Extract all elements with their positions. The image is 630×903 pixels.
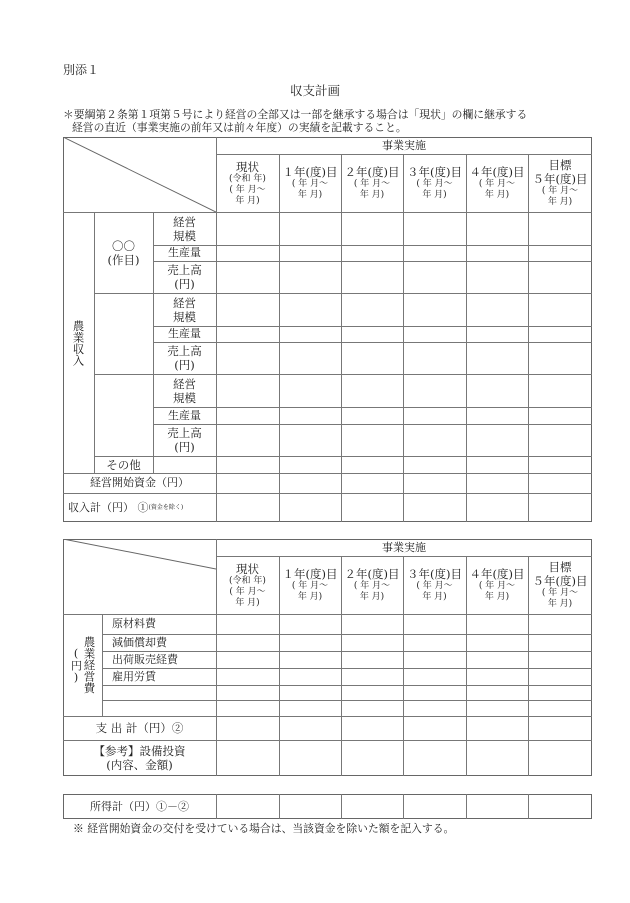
group-header-label: 事業実施 — [382, 138, 426, 152]
entry-cell[interactable] — [467, 795, 527, 818]
entry-cell[interactable] — [404, 741, 465, 775]
entry-cell[interactable] — [280, 262, 340, 292]
entry-cell[interactable] — [217, 425, 278, 455]
entry-cell[interactable] — [342, 408, 402, 423]
section-unit: (円) — [69, 646, 83, 684]
entry-cell[interactable] — [467, 686, 527, 699]
entry-cell[interactable] — [467, 262, 527, 292]
entry-cell[interactable] — [217, 262, 278, 292]
entry-cell[interactable] — [467, 652, 527, 667]
expense-item-labor: 雇用労賃 — [112, 669, 156, 683]
entry-cell[interactable] — [467, 494, 527, 521]
section-label: 農業経営費 — [82, 636, 97, 694]
item-label-sales: 売上高 (円) — [167, 344, 202, 372]
entry-cell[interactable] — [342, 327, 402, 341]
entry-cell[interactable] — [217, 652, 278, 667]
entry-cell[interactable] — [217, 294, 278, 325]
entry-cell[interactable] — [280, 795, 340, 818]
entry-cell[interactable] — [467, 213, 527, 244]
column-header-current: 現状 (令和 年) ( 年 月～ 年 月) — [229, 561, 266, 608]
income-total-note: (資金を除く) — [148, 503, 184, 511]
entry-cell[interactable] — [280, 246, 340, 260]
header-diagonal-line — [63, 137, 216, 213]
entry-cell[interactable] — [280, 494, 340, 521]
entry-cell[interactable] — [342, 652, 402, 667]
entry-cell[interactable] — [342, 494, 402, 521]
entry-cell[interactable] — [529, 686, 591, 699]
entry-cell[interactable] — [217, 474, 278, 492]
expense-item-raw-materials: 原材料費 — [112, 617, 156, 630]
entry-cell[interactable] — [217, 701, 278, 715]
section-label-farm-expense — [63, 614, 102, 716]
entry-cell[interactable] — [342, 741, 402, 775]
item-label-production: 生産量 — [168, 327, 201, 340]
entry-cell[interactable] — [217, 375, 278, 406]
entry-cell[interactable] — [529, 213, 591, 244]
entry-cell[interactable] — [404, 213, 465, 244]
entry-cell[interactable] — [342, 795, 402, 818]
entry-cell[interactable] — [529, 669, 591, 684]
entry-cell[interactable] — [467, 425, 527, 455]
column-header-year2: ２年(度)目 ( 年 月～ 年 月) — [344, 567, 400, 602]
expense-item-shipping-sales: 出荷販売経費 — [112, 652, 178, 666]
entry-cell[interactable] — [404, 717, 465, 739]
column-header-year3: ３年(度)目 ( 年 月～ 年 月) — [407, 567, 462, 602]
entry-cell[interactable] — [280, 701, 340, 715]
entry-cell[interactable] — [529, 652, 591, 667]
entry-cell[interactable] — [280, 669, 340, 684]
entry-cell[interactable] — [280, 213, 340, 244]
entry-cell[interactable] — [404, 457, 465, 472]
item-label-scale: 経営 規模 — [173, 295, 196, 324]
entry-cell[interactable] — [529, 457, 591, 472]
entry-cell[interactable] — [467, 294, 527, 325]
entry-cell[interactable] — [280, 327, 340, 341]
entry-cell[interactable] — [404, 669, 465, 684]
reference-capex-label: 【参考】設備投資 (内容、金額) — [93, 744, 186, 772]
column-header-year1: １年(度)目 ( 年 月～ 年 月) — [282, 567, 338, 602]
entry-cell[interactable] — [529, 375, 591, 406]
entry-cell[interactable] — [342, 615, 402, 633]
expense-item-blank — [102, 700, 216, 716]
entry-cell[interactable] — [404, 474, 465, 492]
entry-cell[interactable] — [404, 652, 465, 667]
expense-item-depreciation: 減価償却費 — [112, 635, 167, 649]
group-header-business: 事業実施 — [382, 540, 426, 554]
header-diagonal-line — [63, 539, 216, 615]
item-label-sales: 売上高 (円) — [167, 263, 202, 291]
entry-cell[interactable] — [529, 474, 591, 492]
entry-cell[interactable] — [529, 327, 591, 341]
instruction-note-line2: 経営の直近（事業実施の前年又は前々年度）の実績を記載すること。 — [72, 121, 407, 134]
column-header-year4: ４年(度)目 ( 年 月～ 年 月) — [469, 567, 525, 602]
entry-cell[interactable] — [467, 701, 527, 715]
entry-cell[interactable] — [280, 343, 340, 373]
entry-cell[interactable] — [467, 741, 527, 775]
entry-cell[interactable] — [342, 474, 402, 492]
entry-cell[interactable] — [217, 457, 278, 472]
entry-cell[interactable] — [217, 669, 278, 684]
entry-cell[interactable] — [280, 741, 340, 775]
entry-cell[interactable] — [342, 717, 402, 739]
item-label-production: 生産量 — [168, 408, 201, 422]
footnote: ※ 経営開始資金の交付を受けている場合は、当該資金を除いた額を記入する。 — [73, 822, 455, 835]
entry-cell[interactable] — [280, 457, 340, 472]
column-header-year4: ４年(度)目 ( 年 月～ 年 月) — [469, 165, 525, 200]
entry-cell[interactable] — [467, 635, 527, 650]
entry-cell[interactable] — [342, 701, 402, 715]
entry-cell[interactable] — [342, 457, 402, 472]
entry-cell[interactable] — [280, 474, 340, 492]
column-header-target-year5: 目標 ５年(度)目 ( 年 月～ 年 月) — [532, 560, 588, 609]
entry-cell[interactable] — [404, 343, 465, 373]
entry-cell[interactable] — [280, 425, 340, 455]
profit-total-label: 所得計（円）①－② — [90, 799, 189, 813]
entry-cell[interactable] — [217, 246, 278, 260]
entry-cell[interactable] — [529, 795, 591, 818]
entry-cell[interactable] — [467, 457, 527, 472]
entry-cell[interactable] — [467, 474, 527, 492]
entry-cell[interactable] — [467, 408, 527, 423]
entry-cell[interactable] — [280, 686, 340, 699]
item-label-scale: 経営 規模 — [173, 376, 196, 405]
entry-cell[interactable] — [217, 213, 278, 244]
page-title: 収支計画 — [289, 83, 340, 98]
entry-cell[interactable] — [342, 343, 402, 373]
entry-cell[interactable] — [217, 635, 278, 650]
entry-cell[interactable] — [280, 717, 340, 739]
entry-cell[interactable] — [467, 717, 527, 739]
entry-cell[interactable] — [529, 741, 591, 775]
entry-cell[interactable] — [342, 686, 402, 699]
entry-cell[interactable] — [404, 701, 465, 715]
entry-cell[interactable] — [529, 246, 591, 260]
entry-cell[interactable] — [404, 795, 465, 818]
item-label-production: 生産量 — [168, 246, 201, 259]
column-header-year1: １年(度)目 ( 年 月～ 年 月) — [282, 165, 338, 200]
entry-cell[interactable] — [467, 246, 527, 260]
income-total-label: 収入計（円） ① (資金を除く) — [68, 500, 184, 514]
entry-cell[interactable] — [467, 343, 527, 373]
entry-cell[interactable] — [217, 408, 278, 423]
item-label-scale: 経営 規模 — [173, 214, 196, 243]
entry-cell[interactable] — [404, 425, 465, 455]
entry-cell[interactable] — [404, 615, 465, 633]
column-header-current: 現状 (令和 年) ( 年 月～ 年 月) — [229, 159, 266, 206]
entry-cell[interactable] — [404, 494, 465, 521]
entry-cell[interactable] — [342, 669, 402, 684]
entry-cell[interactable] — [404, 686, 465, 699]
column-header-year2: ２年(度)目 ( 年 月～ 年 月) — [344, 165, 400, 200]
entry-cell[interactable] — [342, 635, 402, 650]
entry-cell[interactable] — [217, 795, 278, 818]
entry-cell[interactable] — [217, 717, 278, 739]
entry-cell[interactable] — [280, 635, 340, 650]
entry-cell[interactable] — [342, 262, 402, 292]
entry-cell[interactable] — [529, 701, 591, 715]
column-header-target-year5: 目標 ５年(度)目 ( 年 月～ 年 月) — [532, 158, 588, 207]
entry-cell[interactable] — [342, 213, 402, 244]
entry-cell[interactable] — [529, 343, 591, 373]
entry-cell[interactable] — [280, 375, 340, 406]
item-label-sales: 売上高 (円) — [167, 426, 202, 454]
startup-fund-label: 経営開始資金（円） — [90, 476, 189, 489]
entry-cell[interactable] — [342, 294, 402, 325]
entry-cell[interactable] — [467, 327, 527, 341]
crop-label: 〇〇 (作目) — [107, 238, 140, 267]
other-label: その他 — [106, 457, 141, 472]
entry-cell[interactable] — [404, 327, 465, 341]
entry-cell[interactable] — [404, 635, 465, 650]
entry-cell[interactable] — [217, 686, 278, 699]
entry-cell[interactable] — [280, 294, 340, 325]
expense-total-label: 支 出 計（円）② — [95, 721, 184, 735]
entry-cell[interactable] — [404, 246, 465, 260]
entry-cell[interactable] — [404, 294, 465, 325]
entry-cell[interactable] — [280, 652, 340, 667]
instruction-note-line1: ＊要綱第２条第１項第５号により経営の全部又は一部を継承する場合は「現状」の欄に継承する — [63, 108, 528, 121]
entry-cell[interactable] — [342, 375, 402, 406]
entry-cell[interactable] — [529, 615, 591, 633]
entry-cell[interactable] — [280, 615, 340, 633]
entry-cell[interactable] — [529, 635, 591, 650]
entry-cell[interactable] — [217, 741, 278, 775]
entry-cell[interactable] — [529, 262, 591, 292]
entry-cell[interactable] — [280, 408, 340, 423]
attachment-label: 別添１ — [63, 63, 100, 77]
entry-cell[interactable] — [217, 615, 278, 633]
entry-cell[interactable] — [342, 425, 402, 455]
entry-cell[interactable] — [467, 669, 527, 684]
entry-cell[interactable] — [404, 262, 465, 292]
section-label-farm-income: 農業収入 — [71, 319, 86, 366]
entry-cell[interactable] — [529, 425, 591, 455]
entry-cell[interactable] — [529, 408, 591, 423]
entry-cell[interactable] — [467, 615, 527, 633]
entry-cell[interactable] — [404, 408, 465, 423]
entry-cell[interactable] — [529, 717, 591, 739]
expense-item-blank — [102, 685, 216, 700]
entry-cell[interactable] — [342, 246, 402, 260]
group-header-business — [216, 137, 592, 154]
entry-cell[interactable] — [404, 375, 465, 406]
entry-cell[interactable] — [467, 375, 527, 406]
entry-cell[interactable] — [217, 494, 278, 521]
entry-cell[interactable] — [529, 294, 591, 325]
entry-cell[interactable] — [529, 494, 591, 521]
entry-cell[interactable] — [217, 327, 278, 341]
column-header-year3: ３年(度)目 ( 年 月～ 年 月) — [407, 165, 462, 200]
entry-cell[interactable] — [217, 343, 278, 373]
